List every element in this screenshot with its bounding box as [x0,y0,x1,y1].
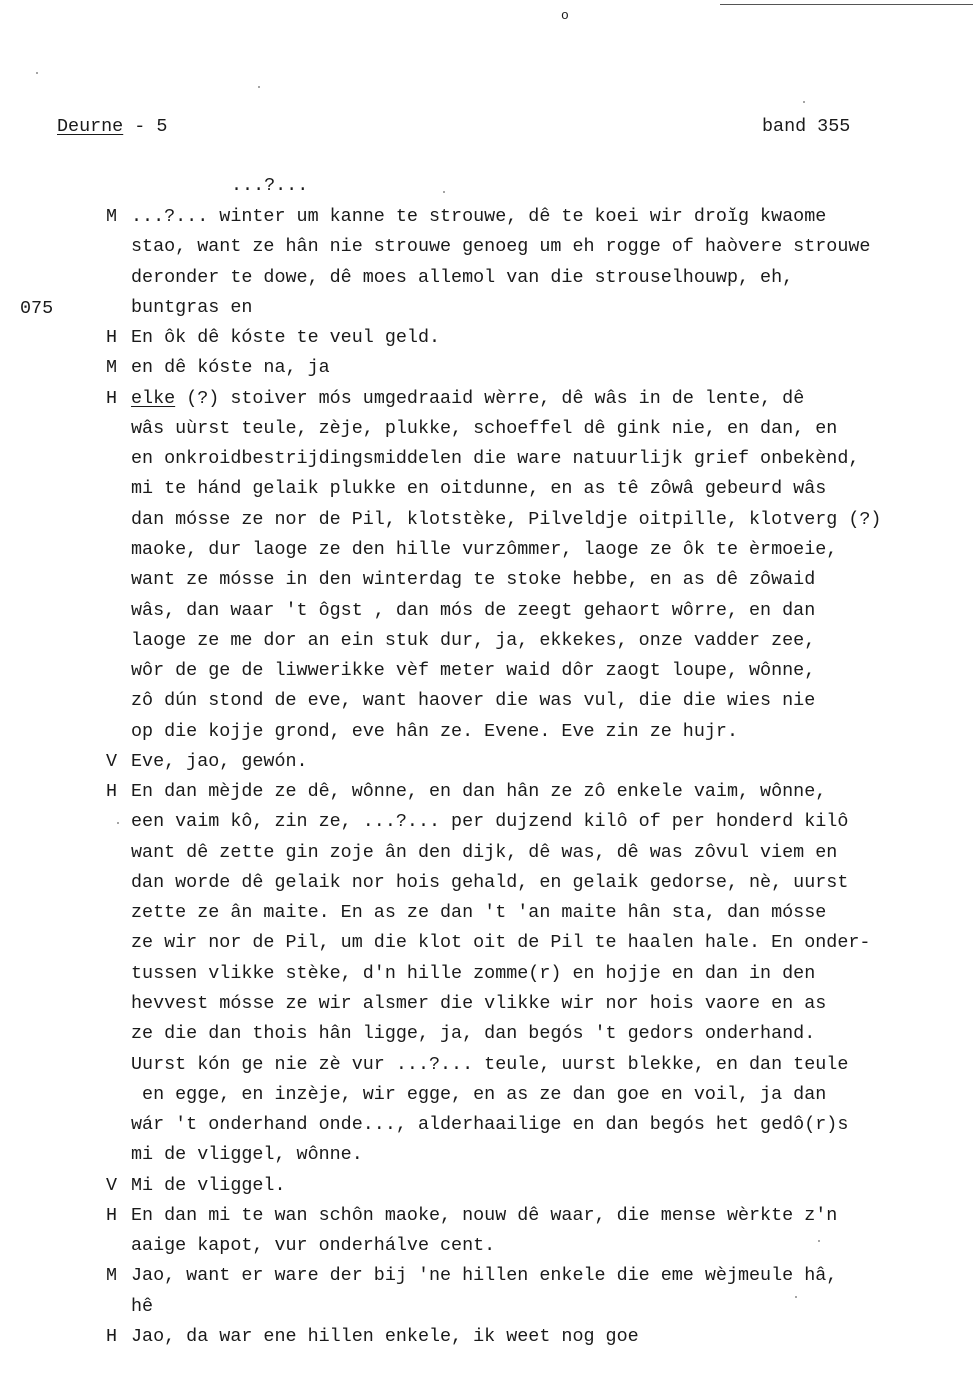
scan-speck [36,72,38,74]
page-top-mark: o [561,8,569,23]
line-text: Eve, jao, gewón. [131,751,308,772]
line-text: want dê zette gin zoje ân den dijk, dê was, dê was zôvul viem en [131,842,838,863]
line-text: wâs, dan waar 't ôgst , dan mós de zeegt gehaort wôrre, en dan [131,600,816,621]
line-text: op die kojje grond, eve hân ze. Evene. Eve zin ze hujr. [131,721,738,742]
line-text: en onkroidbestrijdingsmiddelen die ware natuurlijk grief onbekènd, [131,448,860,469]
speaker-label: H [106,327,118,348]
line-text: dan mósse ze nor de Pil, klotstèke, Pilveldje oitpille, klotverg (?) [131,509,882,530]
line-text: Mi de vliggel. [131,1175,286,1196]
scan-speck [117,822,119,824]
scan-speck [795,1296,797,1298]
line-text: Jao, da war ene hillen enkele, ik weet nog goe [131,1326,639,1347]
speaker-label: M [106,1265,118,1286]
line-text: mi te hánd gelaik plukke en oitdunne, en as tê zôwâ gebeurd wâs [131,478,827,499]
line-text: deronder te dowe, dê moes allemol van die strouselhouwp, eh, [131,267,794,288]
scan-speck [258,86,260,88]
line-text: ze wir nor de Pil, um die klot oit de Pil te haalen hale. En onder- [131,932,871,953]
line-text: want ze mósse in den winterdag te stoke hebbe, en as dê zôwaid [131,569,816,590]
line-text: een vaim kô, zin ze, ...?... per dujzend kilô of per honderd kilô [131,811,849,832]
speaker-label: H [106,1326,118,1347]
line-text: ...?... winter um kanne te strouwe, dê te koei wir droĭg kwaome [131,206,827,227]
line-text: maoke, dur laoge ze den hille vurzômmer, laoge ze ôk te èrmoeie, [131,539,838,560]
scan-speck [443,191,445,193]
place-suffix: - 5 [123,116,168,137]
line-text: laoge ze me dor an ein stuk dur, ja, ekkekes, onze vadder zee, [131,630,816,651]
line-text: zô dún stond de eve, want haover die was vul, die die wies nie [131,690,816,711]
line-text: stao, want ze hân nie strouwe genoeg um eh rogge of haòvere strouwe [131,236,871,257]
opening-ellipsis: ...?... [231,175,309,196]
line-text [131,390,804,408]
line-text: tussen vlikke stèke, d'n hille zomme(r) en hojje en dan in den [131,963,816,984]
scan-speck [803,101,805,103]
line-text: dan worde dê gelaik nor hois gehald, en gelaik gedorse, nè, uurst [131,872,849,893]
top-rule [720,4,973,5]
underlined-word: elke [131,388,176,409]
line-text-rest: (?) stoiver mós umgedraaid wèrre, dê wâs in de lente, dê [186,388,805,409]
speaker-label: M [106,357,118,378]
band-number: band 355 [762,116,851,137]
speaker-label: H [106,1205,118,1226]
line-text: en dê kóste na, ja [131,357,330,378]
line-text: Uurst kón ge nie zè vur ...?... teule, uurst blekke, en dan teule [131,1054,849,1075]
margin-line-number: 075 [20,298,54,319]
line-text: mi de vliggel, wônne. [131,1144,363,1165]
line-text: En dan mèjde ze dê, wônne, en dan hân ze zô enkele vaim, wônne, [131,781,827,802]
line-text: hê [131,1296,154,1317]
line-text: hevvest mósse ze wir alsmer die vlikke wir nor hois vaore en as [131,993,827,1014]
line-text: En ôk dê kóste te veul geld. [131,327,441,348]
speaker-label: H [106,388,118,409]
line-text: en egge, en inzèje, wir egge, en as ze dan goe en voil, ja dan [131,1084,827,1105]
speaker-label: V [106,751,118,772]
line-text: zette ze ân maite. En as ze dan 't 'an maite hân sta, dan mósse [131,902,827,923]
speaker-label: V [106,1175,118,1196]
line-text: ze die dan thois hân ligge, ja, dan begós 't gedors onderhand. [131,1023,816,1044]
line-text: wôr de ge de liwwerikke vèf meter waid dôr zaogt loupe, wônne, [131,660,816,681]
line-text: wâs uùrst teule, zèje, plukke, schoeffel dê gink nie, en dan, en [131,418,838,439]
line-text: Jao, want er ware der bij 'ne hillen enkele die eme wèjmeule hâ, [131,1265,838,1286]
place-name: Deurne [57,116,124,137]
line-text: En dan mi te wan schôn maoke, nouw dê waar, die mense wèrkte z'n [131,1205,838,1226]
speaker-label: M [106,206,118,227]
line-text: buntgras en [131,297,253,318]
speaker-label: H [106,781,118,802]
scan-speck [818,1240,820,1242]
line-text: aaige kapot, vur onderhálve cent. [131,1235,496,1256]
place-heading [57,118,167,136]
line-text: wár 't onderhand onde..., alderhaailige en dan begós het gedô(r)s [131,1114,849,1135]
